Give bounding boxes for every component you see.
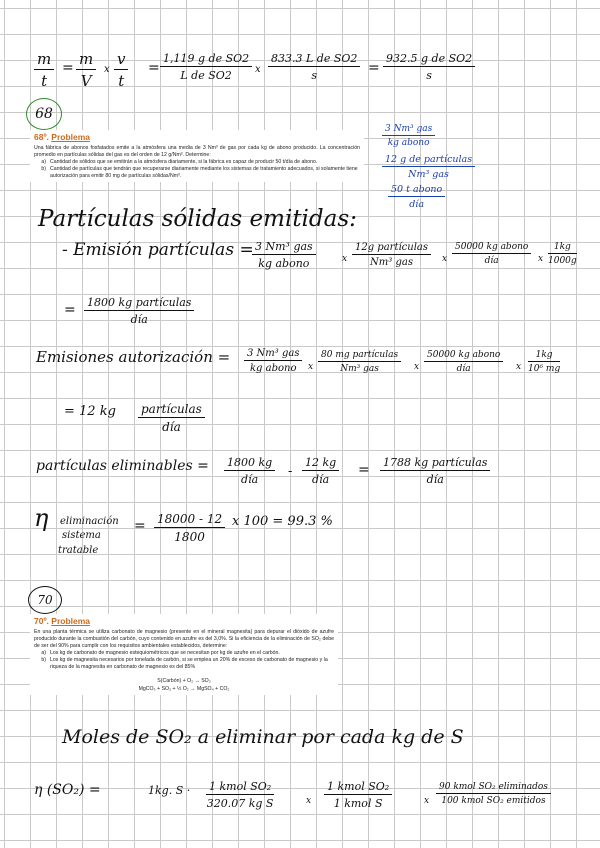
eta-fraction: $\frac{18000 - 12}{1800}$ — [154, 512, 225, 544]
autoriz-result-prefix: = 12 kg — [64, 404, 116, 419]
moles-factor-molar-mass: 1 kmol SO₂ 320.07 kg S — [206, 780, 274, 810]
autoriz-factor-gas: 3 Nm³ gas kg abono — [244, 348, 302, 374]
emision-label: - Emisión partículas = — [62, 240, 254, 260]
eta-subscript-3: tratable — [58, 545, 99, 556]
autoriz-result: partículas día — [138, 402, 205, 434]
problem-68-text: Una fábrica de abonos fosfatados emite a la atmósfera una media de 3 Nm³ de gas por cada kg de abono producido. La concentración promedio en partículas sólidas del gas es del orden de 12 g/Nm³. Determine: — [34, 145, 360, 158]
eta-symbol: η — [34, 504, 49, 532]
times-sign: x — [104, 64, 110, 75]
eliminables-autorizado: 12 kg día — [302, 456, 339, 486]
equals-sign: = — [64, 302, 76, 318]
emision-result: 1800 kg partículas día — [84, 296, 194, 326]
emision-factor-abono: 50000 kg abono día — [452, 242, 531, 266]
emision-factor-gas: 3 Nm³ gas kg abono — [252, 240, 316, 270]
eliminables-total: 1800 kg día — [224, 456, 275, 486]
times-sign: x — [342, 254, 348, 264]
emision-factor-particulas: 12g partículas Nm³ gas — [352, 242, 431, 268]
problem-68-circle: 68 — [26, 98, 62, 130]
autoriz-factor-abono: 50000 kg abono día — [424, 350, 503, 374]
side-note-particles-per-gas: 12 g de partículas Nm³ gas — [382, 154, 475, 180]
lhs-m-over-v: $\frac{m}{V}$ — [76, 50, 96, 90]
eta-subscript-1: eliminación — [60, 516, 119, 527]
fraction-so2-density: $\frac{\text{1,119 g de SO2}}{\text{L de SO2}}$ — [160, 52, 252, 82]
problem-70-item-b: b) Los kg de magnesita necesarios por tonelada de carbón, si se emplea un 20% de exceso de carbonato de magnesio y la riqueza de la magnesita en carbonato de magnesio es del 85% — [41, 657, 328, 670]
moles-factor-efficiency: 90 kmol SO₂ eliminados 100 kmol SO₂ emitidos — [436, 782, 551, 806]
side-note-gas-per-abono: 3 Nm³ gas kg abono — [382, 124, 435, 148]
fraction-so2-result: $\frac{\text{932.5 g de SO2}}{s}$ — [383, 52, 475, 82]
problem-70-reaction-1: S(Carbón) + O₂ → SO₂ — [157, 678, 211, 684]
problem-70-reaction-2: MgCO₃ + SO₂ + ½ O₂ → MgSO₄ + CO₂ — [138, 686, 230, 692]
emision-factor-kg: $\frac{1kg}{1000g}$ — [548, 242, 577, 266]
kg-s-prefix: 1kg. S · — [148, 784, 191, 797]
eliminables-label: partículas eliminables = — [36, 458, 209, 474]
problem-70-item-a: a) Los kg de carbonato de magnesio estequiométricos que se necesitan por kg de azufre en el carbón. — [41, 650, 280, 656]
lhs-m-over-t: $\frac{m}{t}$ — [34, 50, 54, 90]
problem-68-item-a: a) Cantidad de sólidos que se emitirán a la atmósfera diariamente, si la fábrica es capaz de producir 50 t/día de abono. — [41, 159, 318, 165]
problem-70-text: En una planta térmica se utiliza carbonato de magnesio (presente en el mineral magnesita) para depurar el dióxido de azufre producido durante la combustión del carbón, cuyo contenido en azufre es del 3,0%. Si la eficiencia de la eliminación de SO₂ debe de ser del 90% para cumplir con los requisitos ambientales establecidos, determine: — [34, 629, 334, 649]
problem-70-title: 70º. Problema — [34, 616, 91, 626]
equals-sign: = — [148, 60, 160, 76]
times-sign: x — [308, 362, 314, 372]
autoriz-factor-mg: 80 mg partículas Nm³ gas — [318, 350, 401, 374]
eta-subscript-2: sistema — [62, 530, 101, 541]
heading-particulas-solidas: Partículas sólidas emitidas: — [38, 206, 357, 232]
times-sign: x — [255, 64, 261, 75]
moles-factor-stoich: 1 kmol SO₂ 1 kmol S — [324, 780, 392, 810]
side-note-abono-per-day: 50 t abono día — [388, 184, 445, 210]
equals-sign: = — [358, 462, 370, 478]
problem-68-item-b: b) Cantidad de partículas que tendrán que recuperarse diariamente mediante los sistemas de tratamiento adecuados, si solamente tiene autorización para emitir 80 mg de partículas sólidas/Nm³. — [41, 166, 358, 179]
problem-68-statement — [30, 130, 364, 182]
eta-result: x 100 = 99.3 % — [232, 514, 333, 529]
problem-68-title: 68º. Problema — [34, 132, 91, 142]
autoriz-factor-kg: $\frac{1kg}{\text{10⁶ mg}}$ — [528, 350, 561, 374]
times-sign: x — [424, 796, 430, 806]
equals-sign: = — [62, 60, 74, 76]
equals-sign: = — [134, 518, 146, 534]
eliminables-result: 1788 kg partículas día — [380, 456, 490, 486]
equals-sign: = — [368, 60, 380, 76]
lhs-v-over-t: $\frac{v}{t}$ — [114, 50, 128, 90]
times-sign: x — [442, 254, 448, 264]
times-sign: x — [538, 254, 544, 264]
fraction-so2-flow: $\frac{\text{833.3 L de SO2}}{s}$ — [268, 52, 360, 82]
times-sign: x — [414, 362, 420, 372]
problem-70-circle: 70 — [28, 586, 62, 614]
autorizacion-label: Emisiones autorización = — [36, 348, 231, 366]
heading-moles-so2: Moles de SO₂ a eliminar por cada kg de S — [62, 726, 464, 748]
times-sign: x — [306, 796, 312, 806]
problem-70-statement — [30, 614, 338, 695]
minus-sign: - — [288, 464, 293, 479]
eta-so2-label: η (SO₂) = — [34, 782, 101, 798]
times-sign: x — [516, 362, 522, 372]
